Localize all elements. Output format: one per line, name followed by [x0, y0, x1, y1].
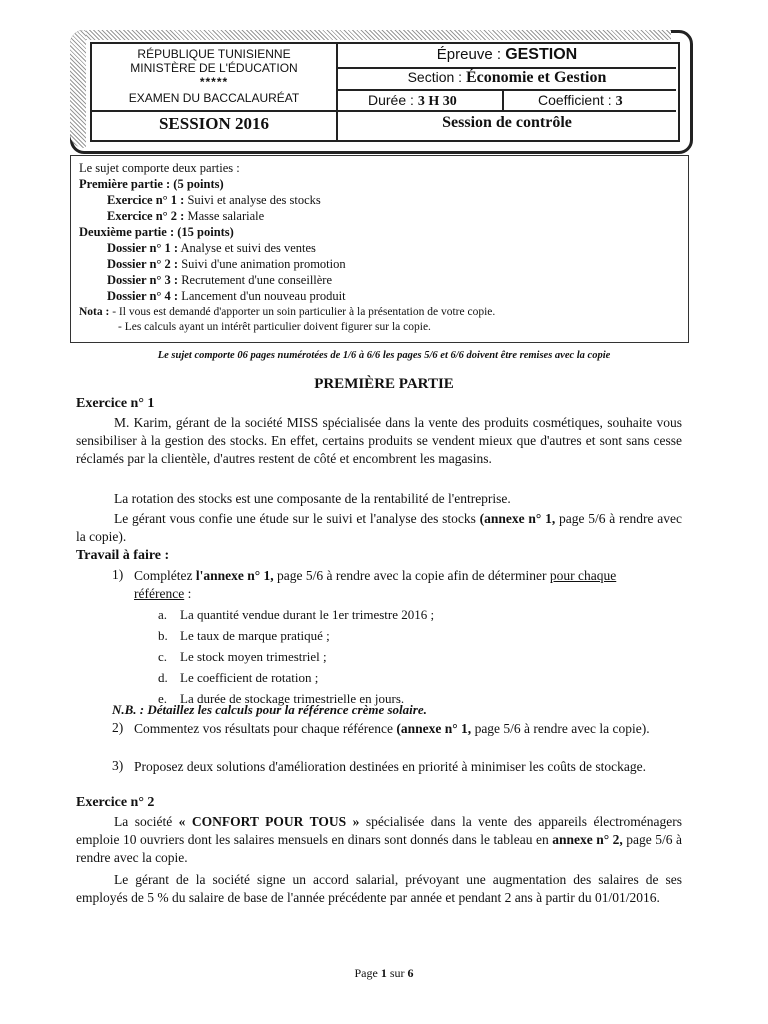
- ex1-p3c: page 5/6 à rendre avec la copie).: [76, 511, 683, 544]
- ex2-paragraph-2: Le gérant de la société signe un accord salarial, prévoyant une augmentation des salaires de ses employés de 5 % du salaire de base de l'année précédente par année et pendant 2 ans à partir du 01/01/2016.: [76, 872, 682, 905]
- q1c: page 5/6 à rendre avec la copie afin de déterminer: [277, 568, 547, 583]
- header-row-divider: [338, 110, 676, 112]
- toc-d1-text: Analyse et suivi des ventes: [180, 241, 316, 255]
- ex1-title: Exercice n° 1: [76, 396, 155, 411]
- toc-part2: Deuxième partie : (15 points): [79, 225, 234, 239]
- header-hatch-top: [86, 30, 671, 40]
- q1-items: [158, 604, 434, 709]
- toc-d2-text: Suivi d'une animation promotion: [181, 257, 346, 271]
- list-item: e. La durée de stockage trimestrielle en jours.: [158, 691, 405, 706]
- ex1-paragraph-1: M. Karim, gérant de la société MISS spécialisée dans la vente des produits cosmétiques, souhaite vous sensibiliser à la gestion des stocks. En effet, certains produits se vendent mieux que d'autres et sont sans cesse réclamés par la clientèle, d'autres restent de côté et encombrent les magasins.: [76, 415, 682, 466]
- toc-d4-text: Lancement d'un nouveau produit: [181, 289, 346, 303]
- epreuve-row: [338, 46, 676, 64]
- header-row-divider: [338, 89, 676, 91]
- header-hatch-left: [70, 30, 86, 148]
- toc-d3-text: Recrutement d'une conseillère: [181, 273, 333, 287]
- ex1-p3b: (annexe n° 1,: [479, 511, 556, 526]
- list-item: a. La quantité vendue durant le 1er trimestre 2016 ;: [158, 607, 435, 622]
- toc-d2: [107, 257, 346, 272]
- ministry-label: MINISTÈRE DE L'ÉDUCATION: [130, 61, 298, 75]
- section-label: Section :: [407, 69, 463, 85]
- q1b: l'annexe n° 1,: [195, 568, 274, 583]
- toc-d1: [107, 241, 316, 256]
- contents-box: [70, 155, 689, 343]
- list-item: b. Le taux de marque pratiqué ;: [158, 628, 330, 643]
- epreuve-value: GESTION: [505, 46, 578, 63]
- q1a: Complétez: [134, 568, 193, 583]
- toc-part1: Première partie : (5 points): [79, 177, 224, 191]
- pages-note: Le sujet comporte 06 pages numérotées de 1/6 à 6/6 les pages 5/6 et 6/6 doivent être remises avec la copie: [157, 350, 611, 361]
- toc-intro: Le sujet comporte deux parties :: [79, 161, 240, 175]
- session-year: SESSION 2016: [158, 114, 270, 133]
- q1-text: [134, 567, 654, 603]
- page-footer: Page 1 sur 6: [354, 966, 414, 980]
- exam-label: EXAMEN DU BACCALAURÉAT: [128, 91, 300, 105]
- q2-text: Commentez vos résultats pour chaque référence (annexe n° 1, page 5/6 à rendre avec la copie).: [134, 721, 650, 736]
- toc-ex1: [107, 193, 321, 208]
- stars: *****: [199, 75, 229, 89]
- coef-value: 3: [615, 94, 623, 109]
- ex2-title: Exercice n° 2: [76, 795, 155, 810]
- duree-row: [368, 92, 457, 110]
- toc-d4: [107, 289, 346, 304]
- toc-d4-label: Dossier n° 4 :: [107, 289, 179, 303]
- toc-d3-label: Dossier n° 3 :: [107, 273, 179, 287]
- duree-value: 3 H 30: [417, 94, 457, 109]
- epreuve-label: Épreuve :: [436, 46, 502, 63]
- nb-note: N.B. : Détaillez les calculs pour la référence crème solaire.: [112, 702, 427, 717]
- session-type: Session de contrôle: [442, 114, 572, 131]
- toc-d1-label: Dossier n° 1 :: [107, 241, 179, 255]
- coef-label: Coefficient :: [538, 92, 612, 108]
- duree-label: Durée :: [368, 92, 414, 108]
- ex1-paragraph-3: [76, 510, 682, 546]
- section-row: [338, 69, 676, 87]
- toc-d3: [107, 273, 332, 288]
- list-item: d. Le coefficient de rotation ;: [158, 670, 319, 685]
- nota-label: Nota :: [79, 306, 110, 318]
- ex1-p3a: Le gérant vous confie une étude sur le suivi et l'analyse des stocks: [114, 511, 476, 526]
- toc-ex2-text: Masse salariale: [187, 209, 265, 223]
- toc-ex2: [107, 209, 264, 224]
- ex2-paragraph-1: La société « CONFORT POUR TOUS » spécialisée dans la vente des appareils électroménagers emploie 10 ouvriers dont les salaires mensuels en dinars sont donnés dans le tableau en annexe n° 2, page 5/6 à rendre avec la copie.: [76, 814, 683, 865]
- nota-line1: - Il vous est demandé d'apporter un soin particulier à la présentation de votre copie.: [112, 306, 496, 318]
- nota-line2: - Les calculs ayant un intérêt particulier doivent figurer sur la copie.: [118, 321, 431, 333]
- list-item: c. Le stock moyen trimestriel ;: [158, 649, 327, 664]
- toc-d2-label: Dossier n° 2 :: [107, 257, 179, 271]
- part-title: PREMIÈRE PARTIE: [314, 376, 454, 392]
- coef-row: [538, 92, 623, 110]
- toc-ex2-label: Exercice n° 2 :: [107, 209, 185, 223]
- q1d: pour chaque référence: [134, 568, 617, 601]
- header-col-divider: [502, 90, 504, 110]
- q1-number: 1): [112, 567, 124, 582]
- toc-ex1-text: Suivi et analyse des stocks: [187, 193, 321, 207]
- q3-number: 3): [112, 758, 124, 773]
- q1e: :: [187, 586, 192, 601]
- toc-ex1-label: Exercice n° 1 :: [107, 193, 185, 207]
- toc-nota1: [79, 305, 495, 320]
- travail-title: Travail à faire :: [76, 548, 170, 563]
- q3-text: Proposez deux solutions d'amélioration destinées en priorité à minimiser les coûts de stockage.: [134, 759, 646, 774]
- section-value: Économie et Gestion: [465, 69, 607, 86]
- q2-number: 2): [112, 720, 124, 735]
- republic-label: RÉPUBLIQUE TUNISIENNE: [137, 47, 291, 61]
- ex1-paragraph-2: La rotation des stocks est une composante de la rentabilité de l'entreprise.: [114, 491, 511, 506]
